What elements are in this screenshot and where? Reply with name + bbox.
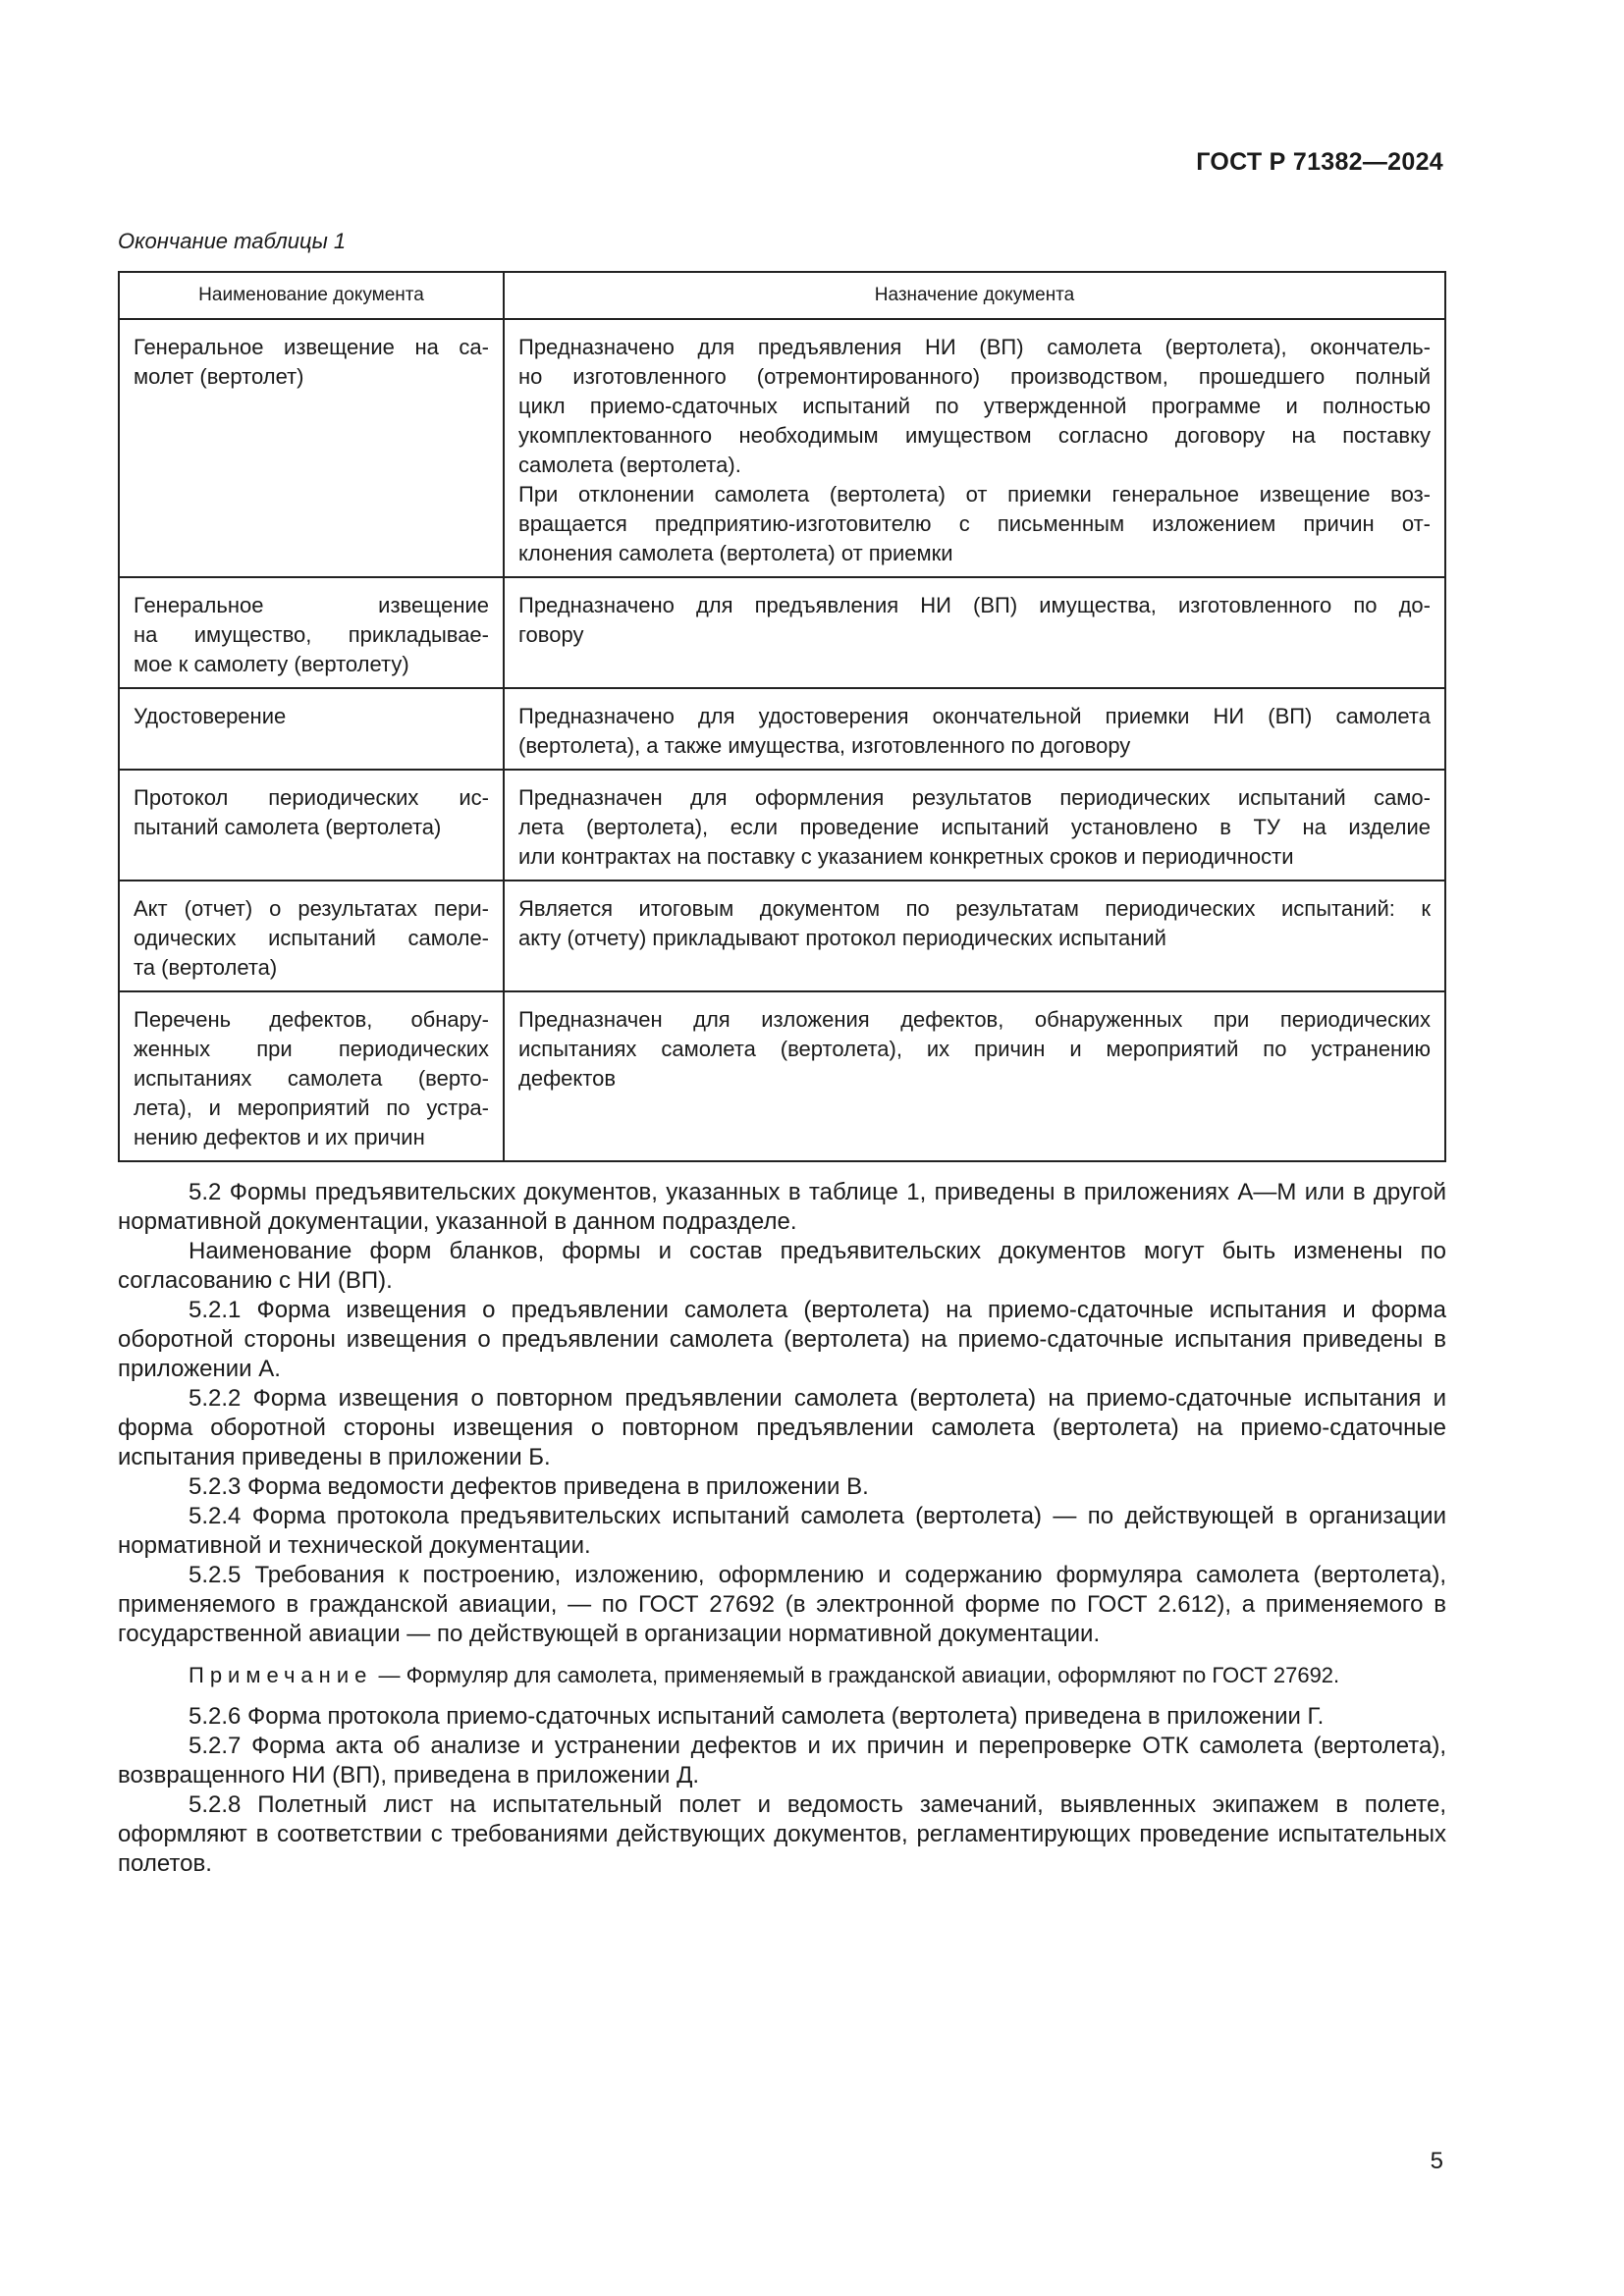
document-purpose-line: Предназначен для оформления результатов периодических испытаний само- — [518, 785, 1431, 810]
table-caption: Окончание таблицы 1 — [118, 229, 347, 253]
paragraph-5-2-8: 5.2.8 Полетный лист на испытательный полет и ведомость замечаний, выявленных экипажем в полете, оформляют в соответствии с требованиями действующих документов, регламентирующих проведение испытательных полетов. — [118, 1791, 1446, 1877]
document-purpose-cell — [504, 770, 1445, 881]
document-name-line: мое к самолету (вертолету) — [134, 652, 409, 676]
document-purpose-line: (вертолета), а также имущества, изготовленного по договору — [518, 733, 1131, 758]
document-name-cell — [119, 770, 504, 881]
document-purpose-line: Предназначено для предъявления НИ (ВП) имущества, изготовленного по до- — [518, 593, 1431, 617]
document-name-cell — [119, 577, 504, 688]
document-name-line: Удостоверение — [134, 704, 287, 728]
document-purpose-line: Предназначен для изложения дефектов, обнаруженных при периодических — [518, 1007, 1431, 1032]
document-purpose-line: клонения самолета (вертолета) от приемки — [518, 541, 953, 565]
paragraph-5-2-1: 5.2.1 Форма извещения о предъявлении самолета (вертолета) на приемо-сдаточные испытания и форма оборотной стороны извещения о предъявлении самолета (вертолета) на приемо-сдаточные испытания приведены в приложении А. — [118, 1297, 1446, 1382]
table-row — [119, 770, 1445, 881]
document-purpose-line: укомплектованного необходимым имуществом согласно договору на поставку — [518, 423, 1431, 448]
document-purpose-line: дефектов — [518, 1066, 617, 1091]
standard-id-header: ГОСТ Р 71382—2024 — [1196, 148, 1443, 176]
document-name-line: Перечень дефектов, обнару- — [134, 1007, 489, 1032]
paragraph-5-2-4: 5.2.4 Форма протокола предъявительских испытаний самолета (вертолета) — по действующей в организации нормативной и технической документации. — [118, 1503, 1446, 1559]
table-row — [119, 881, 1445, 991]
table-row — [119, 688, 1445, 770]
document-purpose-line: Является итоговым документом по результатам периодических испытаний: к — [518, 896, 1431, 921]
paragraph-5-2-6: 5.2.6 Форма протокола приемо-сдаточных испытаний самолета (вертолета) приведена в приложении Г. — [189, 1703, 1325, 1730]
page-number: 5 — [1430, 2148, 1443, 2174]
column-header-purpose: Назначение документа — [504, 272, 1445, 319]
document-purpose-cell — [504, 881, 1445, 991]
document-purpose-line: самолета (вертолета). — [518, 453, 741, 477]
note — [118, 1661, 1446, 1690]
body-text — [118, 1178, 1446, 1879]
document-purpose-line: Предназначено для удостоверения окончательной приемки НИ (ВП) самолета — [518, 704, 1431, 728]
document-purpose-line: или контрактах на поставку с указанием конкретных сроков и периодичности — [518, 844, 1294, 869]
column-header-name: Наименование документа — [119, 272, 504, 319]
document-purpose-line: но изготовленного (отремонтированного) производством, прошедшего полный — [518, 364, 1431, 389]
table-body — [119, 319, 1445, 1161]
document-purpose-cell — [504, 991, 1445, 1161]
paragraph-5-2-3: 5.2.3 Форма ведомости дефектов приведена в приложении В. — [189, 1473, 869, 1500]
document-purpose-line: испытаниях самолета (вертолета), их причин и мероприятий по устранению — [518, 1037, 1431, 1061]
document-name-line: Протокол периодических ис- — [134, 785, 489, 810]
document-name-line: женных при периодических — [134, 1037, 489, 1061]
document-name-line: Генеральное извещение на са- — [134, 335, 489, 359]
document-purpose-line: акту (отчету) прикладывают протокол периодических испытаний — [518, 926, 1166, 950]
document-name-cell — [119, 688, 504, 770]
document-name-line: молет (вертолет) — [134, 364, 304, 389]
document-name-cell — [119, 319, 504, 577]
document-name-line: испытаниях самолета (верто- — [134, 1066, 489, 1091]
document-purpose-cell — [504, 577, 1445, 688]
table-header-row — [119, 272, 1445, 319]
table-row — [119, 577, 1445, 688]
paragraph-form-names: Наименование форм бланков, формы и состав предъявительских документов могут быть изменены по согласованию с НИ (ВП). — [118, 1238, 1446, 1294]
document-name-line: лета), и мероприятий по устра- — [134, 1095, 489, 1120]
document-purpose-line: лета (вертолета), если проведение испытаний установлено в ТУ на изделие — [518, 815, 1431, 839]
document-purpose-cell — [504, 319, 1445, 577]
document-name-line: Акт (отчет) о результатах пери- — [134, 896, 489, 921]
table-row — [119, 991, 1445, 1161]
document-name-line: пытаний самолета (вертолета) — [134, 815, 442, 839]
paragraph-5-2-2: 5.2.2 Форма извещения о повторном предъявлении самолета (вертолета) на приемо-сдаточные испытания и форма оборотной стороны извещения о повторном предъявлении самолета (вертолета) на приемо-сдаточные испытания приведены в приложении Б. — [118, 1385, 1446, 1470]
documents-table — [118, 271, 1446, 1162]
document-name-line: Генеральное извещение — [134, 593, 489, 617]
document-purpose-line: вращается предприятию-изготовителю с письменным изложением причин от- — [518, 511, 1431, 536]
table-row — [119, 319, 1445, 577]
document-name-cell — [119, 991, 504, 1161]
document-purpose-line: Предназначено для предъявления НИ (ВП) самолета (вертолета), окончатель- — [518, 335, 1431, 359]
note-label: Примечание — [189, 1663, 373, 1687]
paragraph-5-2-7: 5.2.7 Форма акта об анализе и устранении дефектов и их причин и перепроверке ОТК самолета (вертолета), возвращенного НИ (ВП), приведена в приложении Д. — [118, 1733, 1446, 1789]
paragraph-5-2-5: 5.2.5 Требования к построению, изложению, оформлению и содержанию формуляра самолета (вертолета), применяемого в гражданской авиации, — по ГОСТ 27692 (в электронной форме по ГОСТ 2.612), а применяемого в государственной авиации — по действующей в организации нормативной документации. — [118, 1562, 1446, 1647]
document-name-line: на имущество, прикладывае- — [134, 622, 489, 647]
document-purpose-cell — [504, 688, 1445, 770]
paragraph-5-2: 5.2 Формы предъявительских документов, указанных в таблице 1, приведены в приложениях А—М или в другой нормативной документации, указанной в данном подразделе. — [118, 1179, 1446, 1235]
document-name-line: та (вертолета) — [134, 955, 278, 980]
note-text: — Формуляр для самолета, применяемый в гражданской авиации, оформляют по ГОСТ 27692. — [372, 1663, 1340, 1687]
document-name-line: нению дефектов и их причин — [134, 1125, 425, 1149]
document-name-cell — [119, 881, 504, 991]
document-purpose-line: говору — [518, 622, 584, 647]
document-name-line: одических испытаний самоле- — [134, 926, 489, 950]
document-purpose-line: При отклонении самолета (вертолета) от приемки генеральное извещение воз- — [518, 482, 1431, 507]
document-purpose-line: цикл приемо-сдаточных испытаний по утвержденной программе и полностью — [518, 394, 1431, 418]
